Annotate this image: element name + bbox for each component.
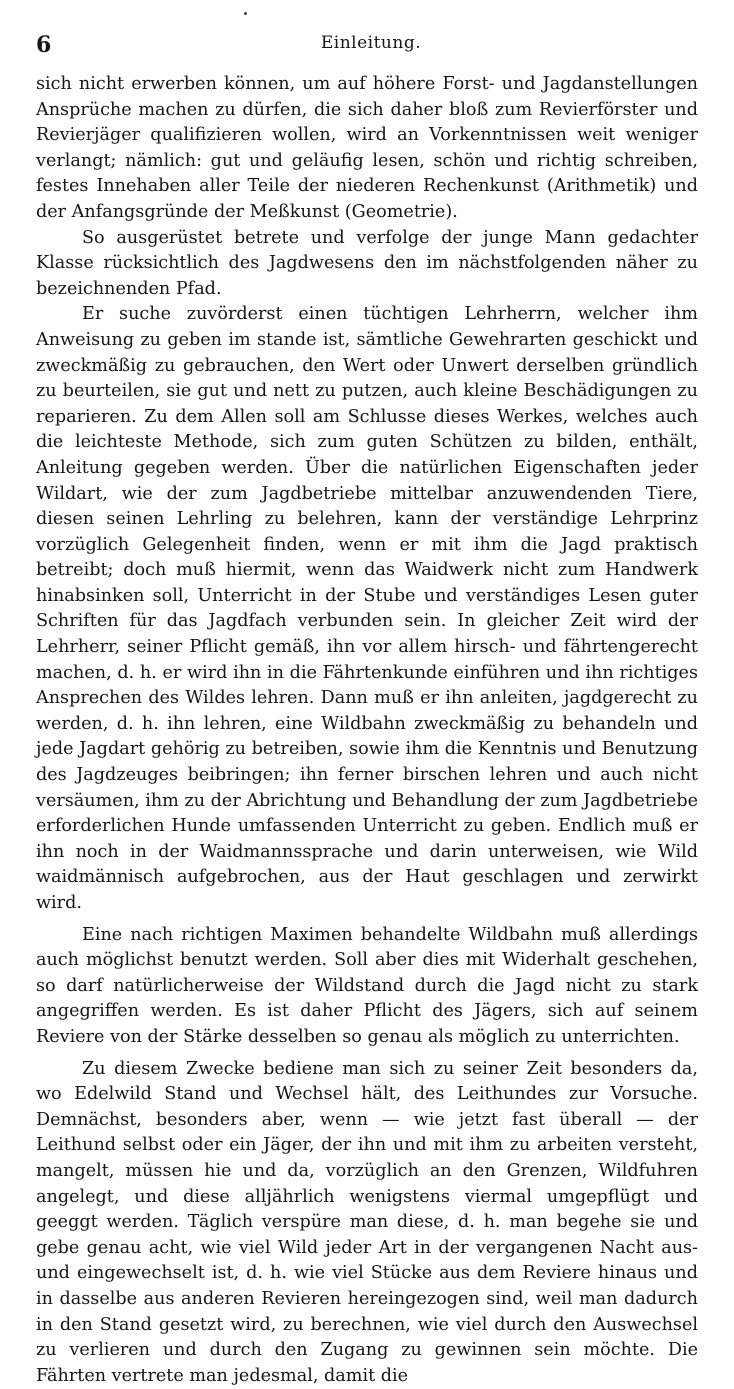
print-speck: [244, 12, 247, 15]
page-header: [36, 30, 706, 60]
paragraph: Er suche zuvörderst einen tüchtigen Lehrherrn, welcher ihm Anweisung zu geben im stande ist, sämtliche Gewehrarten geschickt und zweckmäßig zu gebrauchen, den Wert oder Unwert derselben gründlich zu beurteilen, sie gut und nett zu putzen, auch kleine Beschädigungen zu reparieren. Zu dem Allen soll am Schlusse dieses Werkes, welches auch die leichteste Methode, sich zum guten Schützen zu bilden, enthält, Anleitung gegeben werden. Über die natürlichen Eigenschaften jeder Wildart, wie der zum Jagdbetriebe mittelbar anzuwendenden Tiere, diesen seinen Lehrling zu belehren, kann der verständige Lehrprinz vorzüglich Gelegenheit finden, wenn er mit ihm die Jagd praktisch betreibt; doch muß hiermit, wenn das Waidwerk nicht zum Handwerk hinabsinken soll, Unterricht in der Stube und verständiges Lesen guter Schriften für das Jagdfach verbunden sein. In gleicher Zeit wird der Lehrherr, seiner Pflicht gemäß, ihn vor allem hirsch- und fährtengerecht machen, d. h. er wird ihn in die Fährtenkunde einführen und ihn richtiges Ansprechen des Wildes lehren. Dann muß er ihn anleiten, jagdgerecht zu werden, d. h. ihn lehren, eine Wildbahn zweckmäßig zu behandeln und jede Jagdart gehörig zu betreiben, sowie ihm die Kenntnis und Benutzung des Jagdzeuges beibringen; ihn ferner birschen lehren und auch nicht versäumen, ihm zu der Abrichtung und Behandlung der zum Jagdbetriebe erforderlichen Hunde umfassenden Unterricht zu geben. Endlich muß er ihn noch in der Waidmannssprache und darin unterweisen, wie Wild waidmännisch aufgebrochen, aus der Haut geschlagen und zerwirkt wird.: [36, 304, 699, 913]
paragraph: Zu diesem Zwecke bediene man sich zu seiner Zeit besonders da, wo Edelwild Stand und Wechsel hält, des Leithundes zur Vorsuche. Demnächst, besonders aber, wenn — wie jetzt fast überall — der Leithund selbst oder ein Jäger, der ihn und mit ihm zu arbeiten versteht, mangelt, müssen hie und da, vorzüglich an den Grenzen, Wildfuhren angelegt, und diese alljährlich wenigstens viermal umgepflügt und geeggt werden. Täglich verspüre man diese, d. h. man begehe sie und gebe genau acht, wie viel Wild jeder Art in der vergangenen Nacht aus- und eingewechselt ist, d. h. wie viel Stücke aus dem Reviere hinaus und in dasselbe aus anderen Revieren hereingezogen sind, weil man dadurch in den Stand gesetzt wird, zu berechnen, wie viel durch den Auswechsel zu verlieren und durch den Zugang zu gewinnen sein möchte. Die Fährten vertrete man jedesmal, damit die: [36, 1058, 698, 1386]
paragraph: Eine nach richtigen Maximen behandelte Wildbahn muß allerdings auch möglichst benutzt werden. Soll aber dies mit Widerhalt geschehen, so darf natürlicherweise der Wildstand durch die Jagd nicht zu stark angegriffen werden. Es ist daher Pflicht des Jägers, sich auf seinem Reviere von der Stärke desselben so genau als möglich zu unterrichten.: [36, 924, 698, 1047]
page-number: 6: [36, 32, 52, 58]
body-text: [36, 72, 698, 1389]
running-head: Einleitung.: [320, 33, 422, 53]
paragraph-continuation: sich nicht erwerben können, um auf höhere Forst- und Jagdanstellungen Ansprüche machen zu dürfen, die sich daher bloß zum Revierförster und Revierjäger qualifizieren wollen, wird an Vorkenntnissen weit weniger verlangt; nämlich: gut und geläufig lesen, schön und richtig schreiben, festes Innehaben aller Teile der niederen Rechenkunst (Arithmetik) und der Anfangsgründe der Meßkunst (Geometrie).: [36, 74, 698, 222]
paragraph: So ausgerüstet betrete und verfolge der junge Mann gedachter Klasse rücksichtlich des Jagdwesens den im nächstfolgenden näher zu bezeichnenden Pfad.: [36, 227, 698, 299]
